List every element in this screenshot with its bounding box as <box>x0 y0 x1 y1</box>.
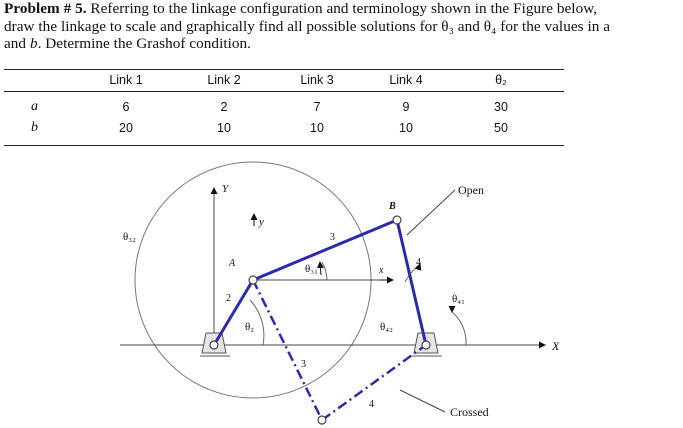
header-link3: Link 3 <box>300 73 334 87</box>
row-a-theta2: 30 <box>494 100 508 114</box>
header-link2: Link 2 <box>207 73 241 87</box>
row-b-label: b <box>31 120 38 135</box>
row-a-link3: 7 <box>313 100 321 114</box>
problem-number: Problem # 5. <box>4 0 87 17</box>
header-theta2: θ₂ <box>495 73 507 87</box>
label-x: x <box>379 265 384 276</box>
crossed-leader <box>400 390 445 412</box>
row-b-theta2: 50 <box>494 121 508 135</box>
link2-open <box>214 280 253 345</box>
joint-O2 <box>210 341 218 349</box>
label-theta41: θ₄₁ <box>452 293 465 305</box>
link4-open <box>397 220 426 345</box>
label-B: B <box>389 201 396 212</box>
row-b-link1: 20 <box>119 121 133 135</box>
link3-open <box>253 220 397 280</box>
link3-crossed <box>253 280 322 420</box>
row-b-link3: 10 <box>310 121 324 135</box>
joint-B <box>393 216 401 224</box>
label-theta31: θ₃₁ <box>305 263 318 275</box>
label-theta2: θ₂ <box>245 321 255 333</box>
header-link1: Link 1 <box>109 73 143 87</box>
row-a-link1: 6 <box>122 100 130 114</box>
joint-B-crossed <box>318 416 326 424</box>
label-Y: Y <box>222 183 229 195</box>
row-a-label: a <box>31 99 38 114</box>
problem-line-3-a: and <box>4 35 30 52</box>
label-link3-crossed: 3 <box>301 359 306 370</box>
row-a-link2: 2 <box>220 100 228 114</box>
theta31-arc <box>322 262 327 280</box>
joint-O4 <box>422 341 430 349</box>
label-y: y <box>259 216 264 228</box>
label-theta42: θ₄₂ <box>380 321 393 333</box>
theta31-arrow <box>320 262 321 275</box>
problem-line-2: draw the linkage to scale and graphically find all possible solutions for θ₃ and θ₄ for the values in a <box>4 17 610 35</box>
label-A: A <box>229 258 236 269</box>
label-open: Open <box>458 183 484 197</box>
label-link2: 2 <box>226 293 231 304</box>
problem-line-1-text: Referring to the linkage configuration and terminology shown in the Figure below, <box>86 0 598 17</box>
label-X: X <box>552 339 560 353</box>
problem-line-3-c: . Determine the Grashof condition. <box>37 35 252 52</box>
joint-A <box>249 276 257 284</box>
row-b-link2: 10 <box>217 121 231 135</box>
row-a-link4: 9 <box>402 100 410 114</box>
row-b-link4: 10 <box>399 121 413 135</box>
label-link4: 4 <box>416 257 421 268</box>
label-theta32: θ₃₂ <box>123 231 136 243</box>
header-link4: Link 4 <box>389 73 423 87</box>
label-link3: 3 <box>330 232 335 243</box>
problem-line-3-b: b <box>29 35 38 52</box>
label-crossed: Crossed <box>450 405 489 419</box>
open-leader <box>407 190 455 235</box>
label-link4-crossed: 4 <box>369 399 374 410</box>
